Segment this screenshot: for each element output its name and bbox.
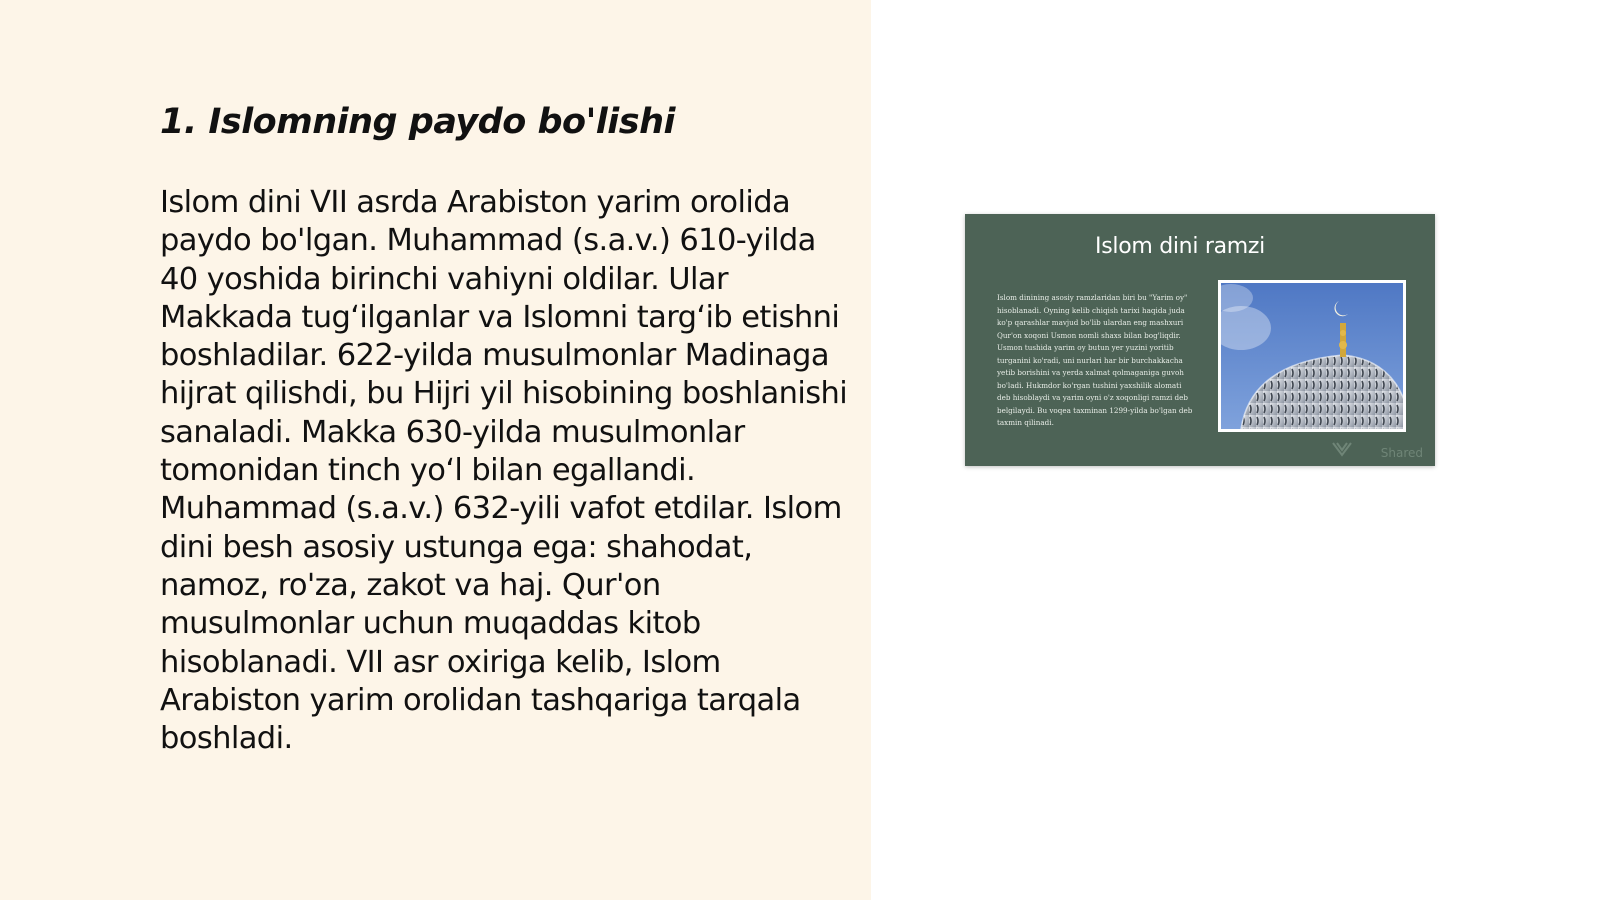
thumbnail-logo-text: Shared: [1380, 446, 1423, 460]
mosque-dome-photo: [1218, 280, 1406, 432]
thumbnail-title: Islom dini ramzi: [1095, 234, 1265, 259]
thumbnail-text: Islom dinining asosiy ramzlaridan biri bu "Yarim oy" hisoblanadi. Oyning kelib chiqish tarixi haqida juda ko'p qarashlar mavjud bo'lib ulardan eng mashxuri Qur'on xoqoni Usmon nomli shaxs bilan bog'liqdir. Usmon tushida yarim oy butun yer yuzini yoritib turganini ko'radi, uni nurlari har bir burchakkacha yetib borishini va yerda xalmat qolmaganiga guvoh bo'ladi. Hukmdor ko'rgan tushini yaxshilik alomati deb hisoblaydi va yarim oyni o'z xoqonligi ramzi deb belgilaydi. Bu voqea taxminan 1299-yilda bo'lgan deb taxmin qilinadi.: [997, 293, 1193, 427]
shared-logo-icon: [1331, 441, 1353, 462]
slide-title: 1. Islomning paydo bo'lishi: [160, 102, 676, 142]
slide-body-text: Islom dini VII asrda Arabiston yarim orolida paydo bo'lgan. Muhammad (s.a.v.) 610-yilda 40 yoshida birinchi vahiyni oldilar. Ular Makkada tug‘ilganlar va Islomni targ‘ib etishni boshladilar. 622-yilda musulmonlar Madinaga hijrat qilishdi, bu Hijri yil hisobining boshlanishi sanaladi. Makka 630-yilda musulmonlar tomonidan tinch yo‘l bilan egallandi. Muhammad (s.a.v.) 632-yili vafot etdilar. Islom dini besh asosiy ustunga ega: shahodat, namoz, ro'za, zakot va haj. Qur'on musulmonlar uchun muqaddas kitob hisoblanadi. VII asr oxiriga kelib, Islom Arabiston yarim orolidan tashqariga tarqala boshladi.: [160, 185, 848, 757]
slide-thumbnail-image: [965, 214, 1435, 466]
